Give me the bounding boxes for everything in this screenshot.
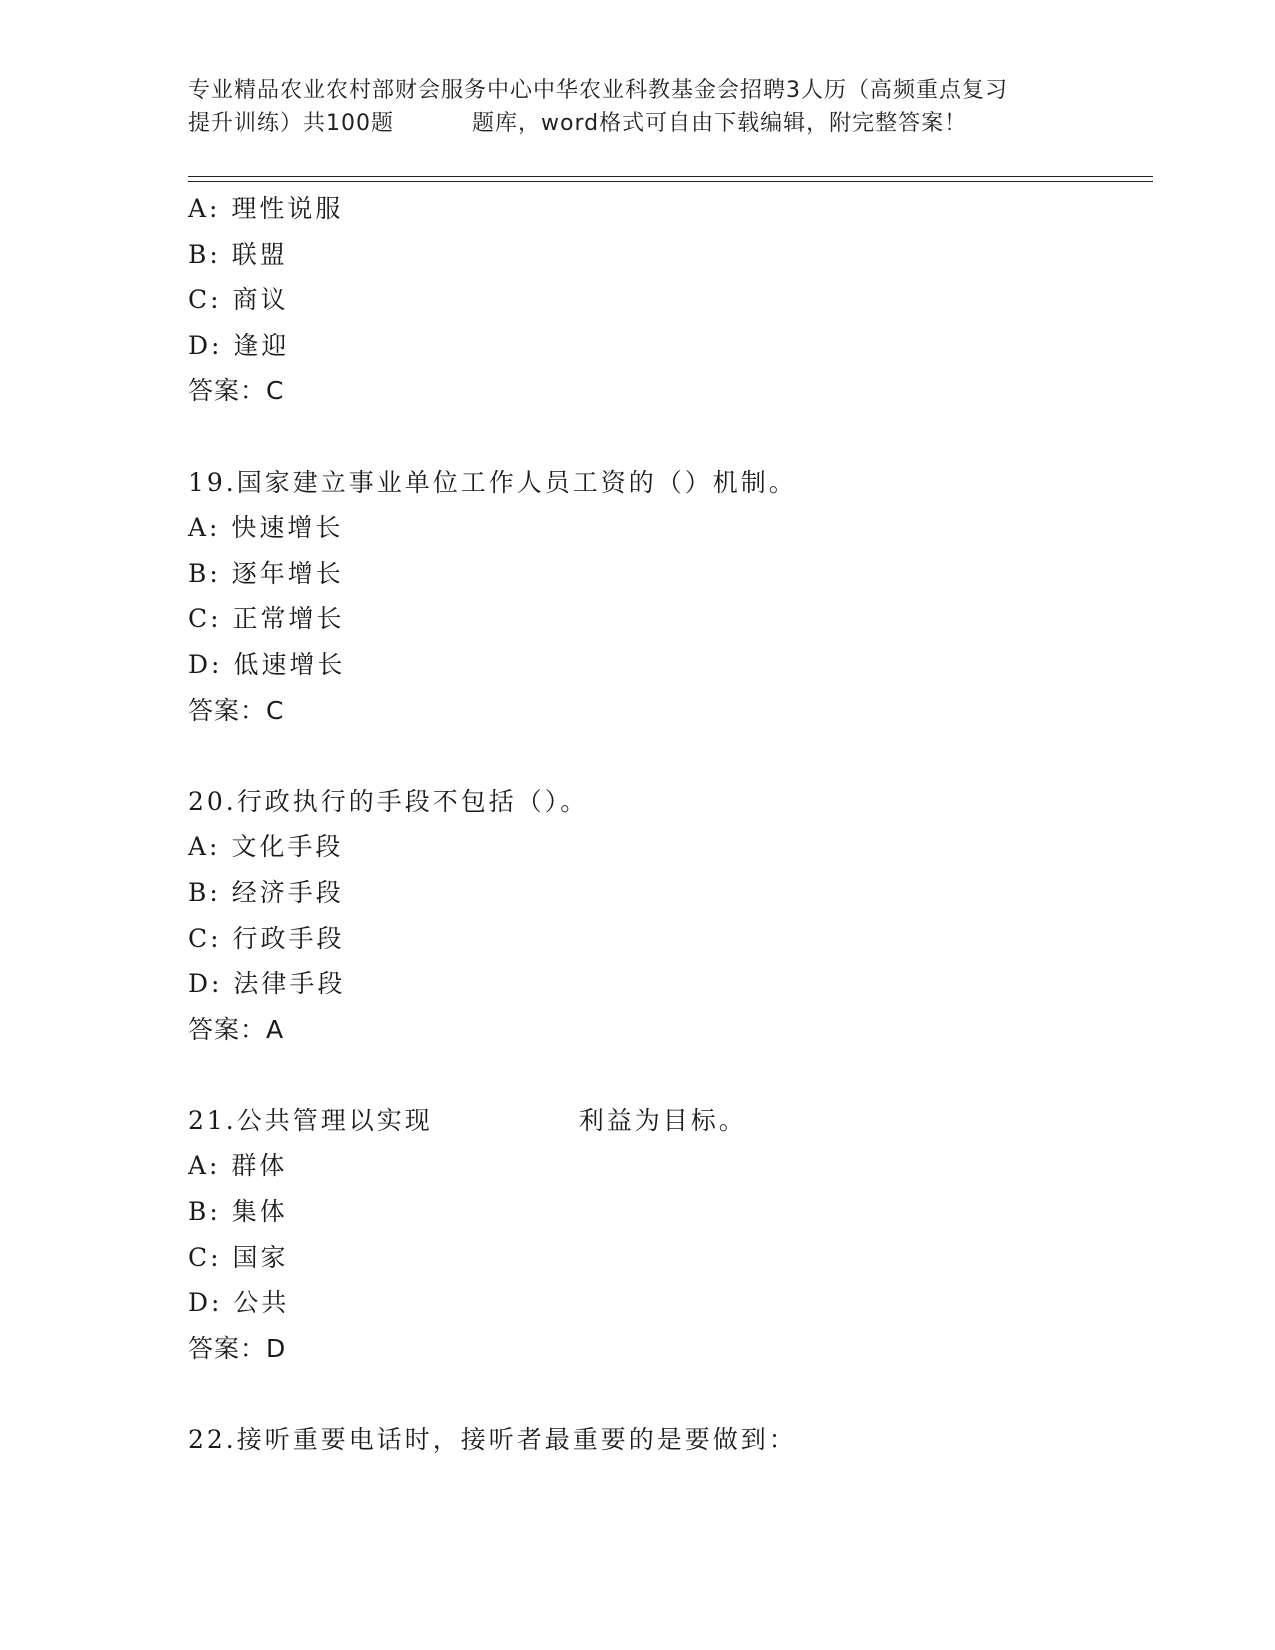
option-d: D: 低速增长	[188, 649, 346, 679]
header-divider-top	[188, 176, 1153, 177]
header-line-2-part-b: 题库，word格式可自由下载编辑，附完整答案！	[472, 111, 968, 136]
answer: 答案：C	[188, 376, 285, 406]
question-stem-part-b: 利益为目标。	[578, 1105, 747, 1135]
question-stem: 20.行政执行的手段不包括（）。	[188, 786, 589, 816]
option-a: A: 文化手段	[188, 832, 344, 862]
option-b: B: 联盟	[188, 239, 288, 269]
question-stem: 19.国家建立事业单位工作人员工资的（）机制。	[188, 467, 797, 497]
option-c: C: 商议	[188, 285, 289, 315]
option-a: A: 快速增长	[188, 513, 344, 543]
option-d: D: 法律手段	[188, 969, 346, 999]
header-divider-bottom	[188, 181, 1153, 182]
document-header	[188, 74, 1088, 140]
question-stem: 22.接听重要电话时，接听者最重要的是要做到：	[188, 1425, 797, 1455]
option-c: C: 正常增长	[188, 604, 345, 634]
question-21	[188, 1098, 1153, 1372]
question-stem	[188, 1098, 1153, 1144]
question-stem-part-a: 21.公共管理以实现	[188, 1105, 433, 1135]
option-b: B: 集体	[188, 1197, 288, 1227]
option-c: C: 国家	[188, 1242, 289, 1272]
option-b: B: 经济手段	[188, 877, 344, 907]
question-20	[188, 779, 1153, 1053]
answer: 答案：A	[188, 1014, 285, 1044]
option-d: D: 公共	[188, 1288, 290, 1318]
question-19	[188, 460, 1153, 734]
answer: 答案：D	[188, 1333, 287, 1363]
question-list	[188, 186, 1153, 1463]
header-line-2	[188, 107, 1088, 140]
option-d: D: 逢迎	[188, 330, 290, 360]
question-22	[188, 1417, 1153, 1463]
option-c: C: 行政手段	[188, 923, 345, 953]
option-a: A: 理性说服	[188, 194, 344, 223]
header-line-1: 专业精品农业农村部财会服务中心中华农业科教基金会招聘3人历（高频重点复习	[188, 78, 1008, 103]
question-18	[188, 186, 1153, 414]
option-a: A: 群体	[188, 1151, 288, 1181]
option-b: B: 逐年增长	[188, 558, 344, 588]
header-line-2-part-a: 提升训练）共100题	[188, 111, 394, 136]
answer: 答案：C	[188, 695, 285, 725]
